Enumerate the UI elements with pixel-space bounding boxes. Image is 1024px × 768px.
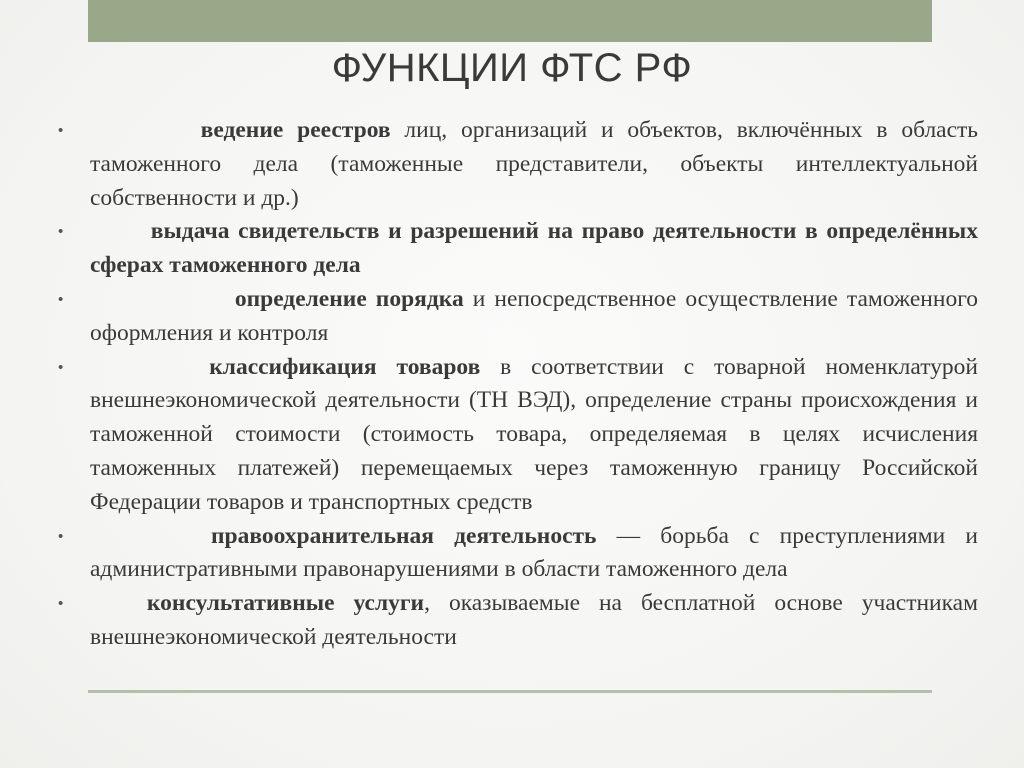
item-bold-text: выдача свидетельств и разрешений на право деятельности в определённых сферах таможенного дела xyxy=(90,218,979,279)
list-item xyxy=(58,215,978,283)
item-bold-text: консультативные услуги xyxy=(146,590,425,617)
item-indent xyxy=(90,117,201,143)
item-indent xyxy=(90,354,209,380)
item-text: и непосредственное осуществление таможенного оформления и контроля xyxy=(90,285,978,346)
list-item xyxy=(58,351,978,520)
list-item xyxy=(58,520,978,588)
item-indent xyxy=(90,523,211,549)
item-bold-text: классификация товаров xyxy=(209,353,481,380)
bullet-icon: • xyxy=(58,527,64,545)
bullet-icon: • xyxy=(58,595,64,613)
footer-rule xyxy=(88,690,932,693)
list-item xyxy=(58,283,978,351)
item-text: , оказываемые на бесплатной основе участникам внешнеэкономической деятельности xyxy=(90,590,978,650)
item-text: лиц, организаций и объектов, включённых в область таможенного дела (таможенные представители, объекты интеллектуальной собственности и др.) xyxy=(90,117,979,211)
slide-title: ФУНКЦИИ ФТС РФ xyxy=(331,46,693,90)
bullet-icon: • xyxy=(58,122,64,139)
bullet-icon: • xyxy=(58,223,64,241)
item-bold-text: определение порядка xyxy=(234,285,464,312)
item-indent xyxy=(90,218,151,244)
functions-list xyxy=(58,114,978,655)
header-band xyxy=(88,0,932,42)
list-item xyxy=(58,114,978,215)
item-bold-text: правоохранительная деятельность xyxy=(210,522,597,549)
list-item xyxy=(58,587,978,655)
bullet-icon: • xyxy=(58,290,64,308)
item-text: в соответствии с товарной номенклатурой внешнеэкономической деятельности (ТН ВЭД), определение страны происхождения и таможенной стоимости (стоимость товара, определяемая в целях исчисления таможенных платежей) перемещаемых через таможенную границу Российской Федерации товаров и транспортных средств xyxy=(90,353,979,515)
item-bold-text: ведение реестров xyxy=(200,117,391,143)
item-text: — борьба с преступлениями и административными правонарушениями в области таможенного дела xyxy=(90,522,978,583)
item-indent xyxy=(90,590,147,616)
bullet-icon: • xyxy=(58,358,64,376)
item-indent xyxy=(90,286,235,312)
